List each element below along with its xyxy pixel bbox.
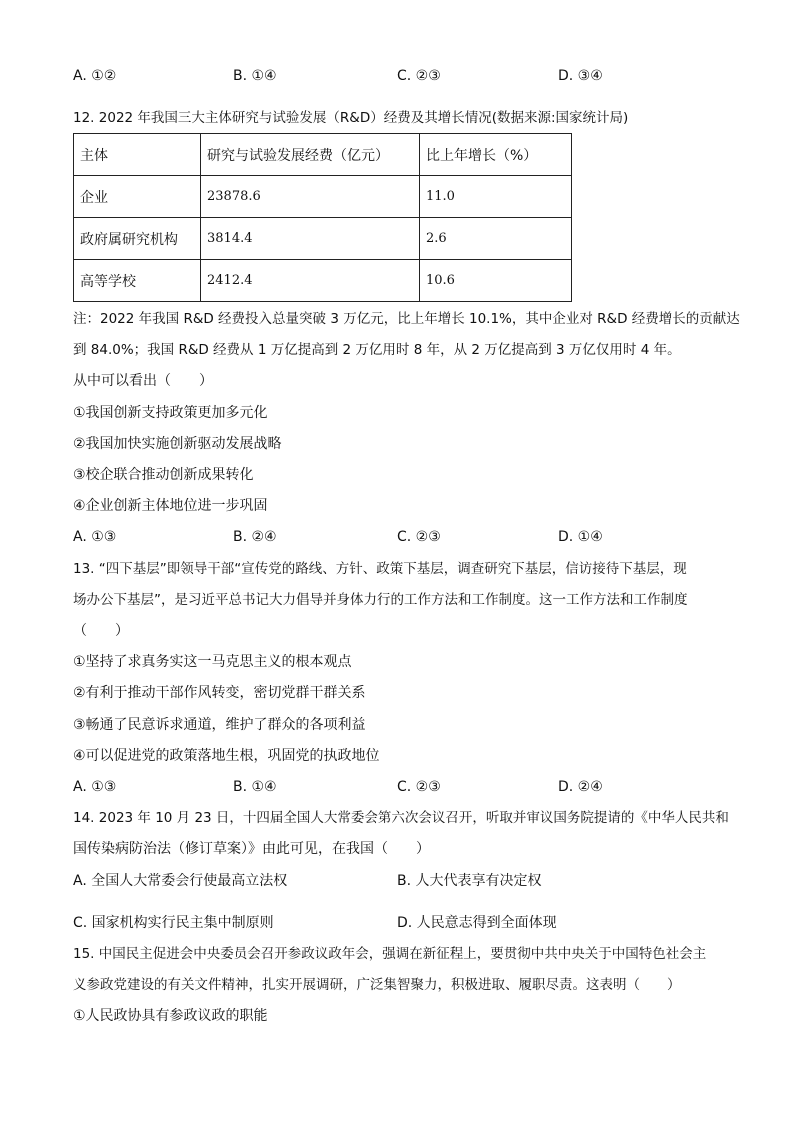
q11-option-a: A. ①② — [73, 68, 117, 84]
q14-stem-line1: 14. 2023 年 10 月 23 日，十四届全国人大常委会第六次会议召开，听取并审议国务院提请的《中华人民共和 — [73, 810, 729, 826]
rd-funding-table — [73, 133, 572, 302]
q12-stem: 12. 2022 年我国三大主体研究与试验发展（R&D）经费及其增长情况(数据来源:国家统计局) — [73, 110, 629, 126]
q12-option-d: D. ①④ — [558, 529, 603, 545]
q13-option-a: A. ①③ — [73, 779, 117, 795]
q15-statement-1: ①人民政协具有参政议政的职能 — [73, 1008, 268, 1024]
q13-statement-2: ②有利于推动干部作风转变，密切党群干群关系 — [73, 685, 366, 701]
table-row — [74, 260, 572, 302]
q13-statement-3: ③畅通了民意诉求通道，维护了群众的各项利益 — [73, 717, 366, 733]
table-header-row — [74, 134, 572, 176]
q12-statement-3: ③校企联合推动创新成果转化 — [73, 467, 254, 483]
q13-option-c: C. ②③ — [397, 779, 441, 795]
table-cell: 3814.4 — [201, 218, 420, 260]
q13-statement-4: ④可以促进党的政策落地生根，巩固党的执政地位 — [73, 748, 380, 764]
q14-option-c: C. 国家机构实行民主集中制原则 — [73, 915, 274, 931]
q12-note-line2: 到 84.0%；我国 R&D 经费从 1 万亿提高到 2 万亿用时 8 年，从 2 万亿提高到 3 万亿仅用时 4 年。 — [73, 342, 681, 358]
q13-stem-line2: 场办公下基层”，是习近平总书记大力倡导并身体力行的工作方法和工作制度。这一工作方法和工作制度 — [73, 592, 688, 608]
table-cell: 企业 — [74, 176, 201, 218]
q13-statement-1: ①坚持了求真务实这一马克思主义的根本观点 — [73, 654, 352, 670]
table-cell: 高等学校 — [74, 260, 201, 302]
q13-stem-line1: 13. “四下基层”即领导干部“宣传党的路线、方针、政策下基层，调查研究下基层，信访接待下基层，现 — [73, 561, 687, 577]
table-header-cell: 比上年增长（%） — [420, 134, 572, 176]
q11-option-c: C. ②③ — [397, 68, 441, 84]
q11-option-d: D. ③④ — [558, 68, 603, 84]
q13-option-d: D. ②④ — [558, 779, 603, 795]
q14-option-d: D. 人民意志得到全面体现 — [397, 915, 557, 931]
q14-stem-line2: 国传染病防治法（修订草案）》由此可见，在我国（ ） — [73, 841, 430, 857]
q14-option-b: B. 人大代表享有决定权 — [397, 873, 542, 889]
table-row — [74, 218, 572, 260]
table-header-cell: 研究与试验发展经费（亿元） — [201, 134, 420, 176]
table-row — [74, 176, 572, 218]
q12-option-a: A. ①③ — [73, 529, 117, 545]
table-cell: 政府属研究机构 — [74, 218, 201, 260]
table-cell: 10.6 — [420, 260, 572, 302]
q12-ask: 从中可以看出（ ） — [73, 373, 213, 389]
q13-stem-line3: （ ） — [73, 623, 129, 639]
q15-stem-line1: 15. 中国民主促进会中央委员会召开参政议政年会，强调在新征程上，要贯彻中共中央关于中国特色社会主 — [73, 946, 707, 962]
q12-statement-2: ②我国加快实施创新驱动发展战略 — [73, 436, 282, 452]
table-cell: 2.6 — [420, 218, 572, 260]
q12-note-line1: 注：2022 年我国 R&D 经费投入总量突破 3 万亿元，比上年增长 10.1%，其中企业对 R&D 经费增长的贡献达 — [73, 311, 740, 327]
table-cell: 2412.4 — [201, 260, 420, 302]
q11-option-b: B. ①④ — [233, 68, 277, 84]
table-header-cell: 主体 — [74, 134, 201, 176]
q12-option-c: C. ②③ — [397, 529, 441, 545]
q13-option-b: B. ①④ — [233, 779, 277, 795]
q12-statement-1: ①我国创新支持政策更加多元化 — [73, 405, 268, 421]
table-cell: 11.0 — [420, 176, 572, 218]
q12-statement-4: ④企业创新主体地位进一步巩固 — [73, 498, 268, 514]
q14-option-a: A. 全国人大常委会行使最高立法权 — [73, 873, 288, 889]
q15-stem-line2: 义参政党建设的有关文件精神，扎实开展调研，广泛集智聚力，积极进取、履职尽责。这表明（ ） — [73, 977, 681, 993]
q12-option-b: B. ②④ — [233, 529, 277, 545]
table-cell: 23878.6 — [201, 176, 420, 218]
